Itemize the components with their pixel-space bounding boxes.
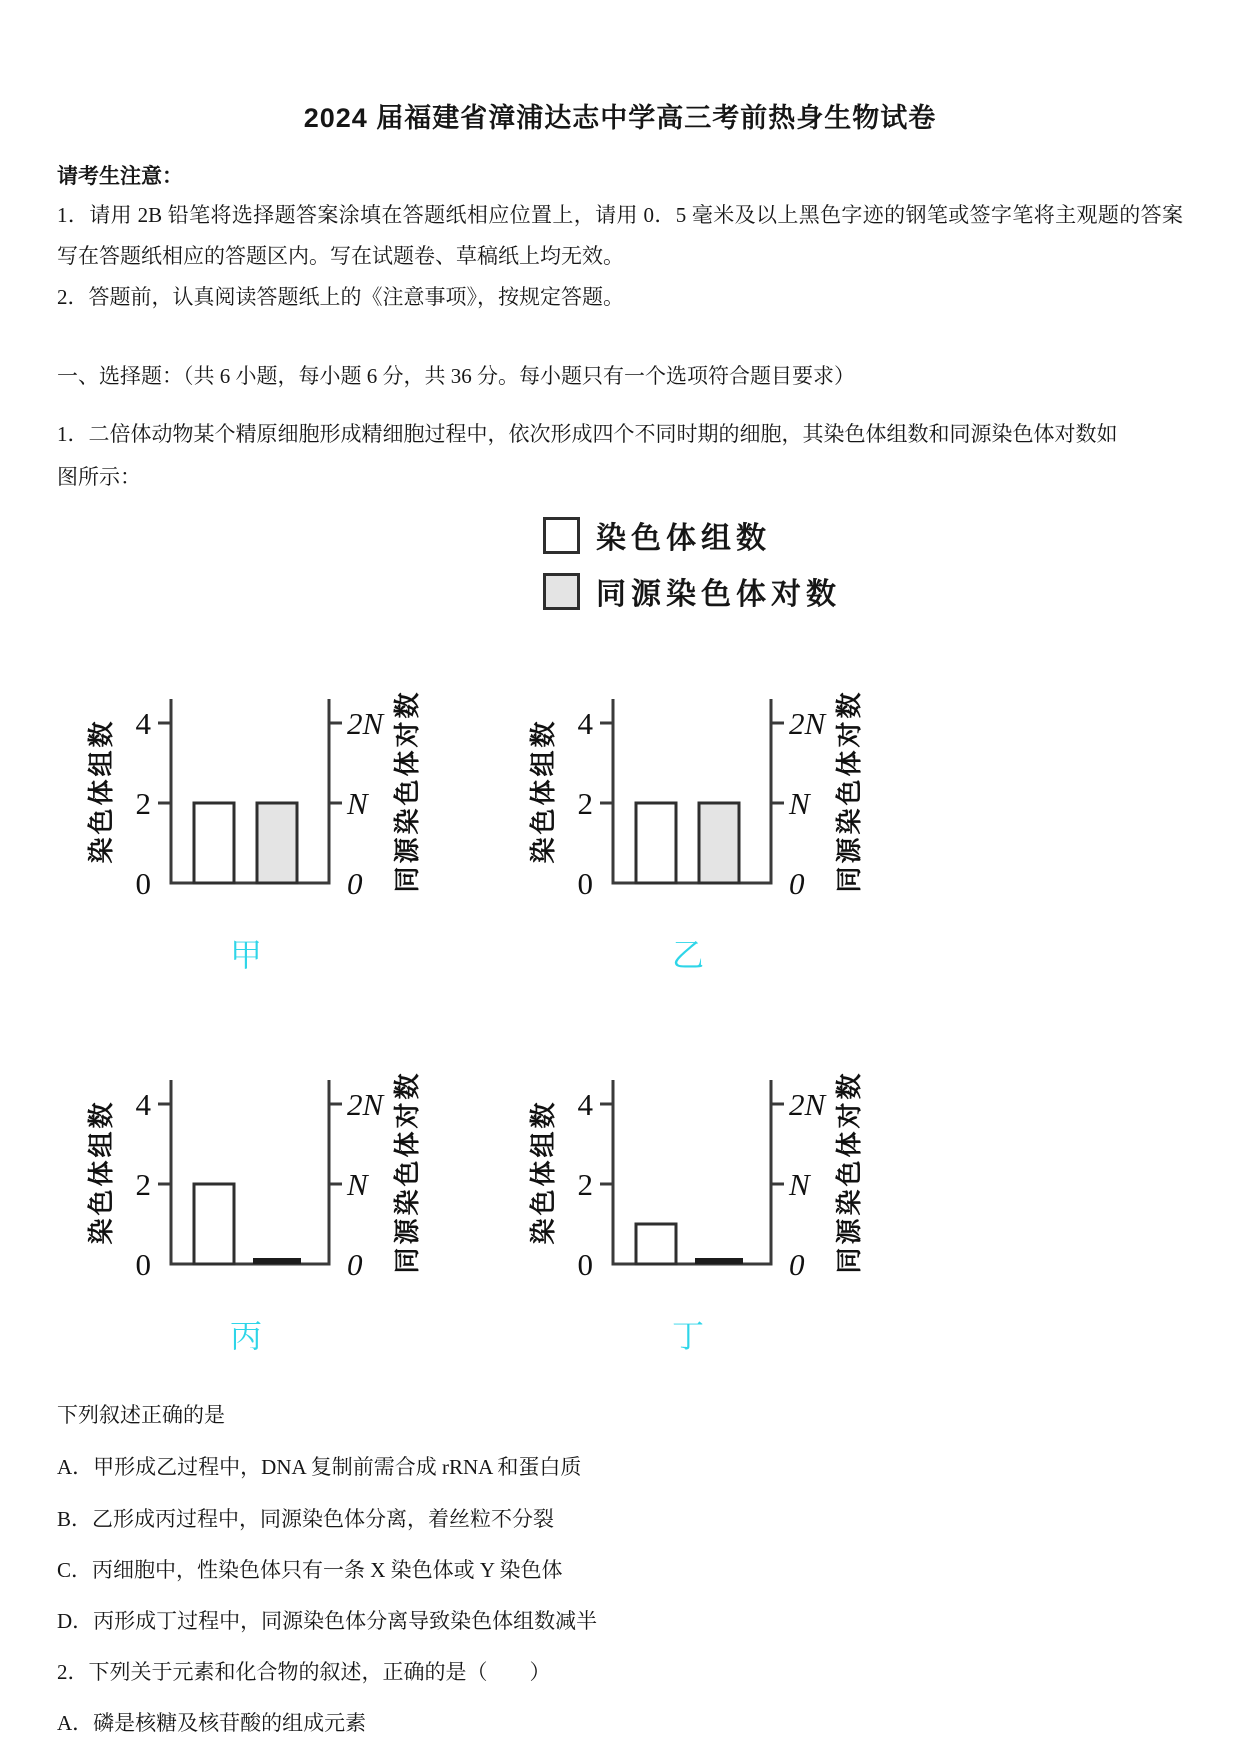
question-1-line-1: 1．二倍体动物某个精原细胞形成精细胞过程中，依次形成四个不同时期的细胞，其染色体组数和同源染色体对数如 bbox=[57, 422, 1118, 447]
svg-text:0: 0 bbox=[577, 866, 593, 902]
svg-text:N: N bbox=[347, 1167, 368, 1203]
svg-text:0: 0 bbox=[789, 1247, 805, 1283]
notice-heading: 请考生注意： bbox=[57, 164, 183, 188]
question-1-option-c: C．丙细胞中，性染色体只有一条 X 染色体或 Y 染色体 bbox=[57, 1557, 563, 1582]
svg-text:N: N bbox=[789, 1167, 810, 1203]
chart-cell-bing bbox=[71, 1024, 421, 1357]
svg-text:2N: 2N bbox=[789, 706, 826, 742]
svg-text:同源染色体对数: 同源染色体对数 bbox=[834, 1070, 863, 1274]
chart-label-jia: 甲 bbox=[229, 937, 262, 974]
bar-chart-yi bbox=[513, 643, 863, 918]
svg-text:同源染色体对数: 同源染色体对数 bbox=[392, 689, 421, 893]
bar-chart-ding bbox=[513, 1024, 863, 1299]
chart-cell-ding bbox=[513, 1024, 863, 1357]
legend-item-chromosome-sets bbox=[543, 513, 1183, 557]
question-1-line-2: 图所示： bbox=[57, 465, 141, 490]
svg-text:染色体组数: 染色体组数 bbox=[528, 718, 558, 864]
svg-text:染色体组数: 染色体组数 bbox=[86, 1099, 116, 1245]
legend-label: 同源染色体对数 bbox=[596, 578, 841, 612]
notice-item-2: 2．答题前，认真阅读答题纸上的《注意事项》，按规定答题。 bbox=[57, 284, 624, 309]
svg-text:N: N bbox=[789, 786, 810, 822]
chart-cell-jia bbox=[71, 643, 421, 976]
svg-text:2N: 2N bbox=[347, 706, 384, 742]
svg-text:染色体组数: 染色体组数 bbox=[528, 1099, 558, 1245]
bar-chart-jia bbox=[71, 643, 421, 918]
svg-text:染色体组数: 染色体组数 bbox=[86, 718, 116, 864]
bar-chart-bing bbox=[71, 1024, 421, 1299]
svg-text:2: 2 bbox=[135, 786, 151, 822]
svg-text:同源染色体对数: 同源染色体对数 bbox=[392, 1070, 421, 1274]
svg-text:0: 0 bbox=[347, 866, 363, 902]
svg-text:4: 4 bbox=[577, 706, 593, 742]
svg-text:4: 4 bbox=[135, 706, 151, 742]
notice-item-1: 1．请用 2B 铅笔将选择题答案涂填在答题纸相应位置上，请用 0．5 毫米及以上黑色字迹的钢笔或签字笔将主观题的答案写在答题纸相应的答题区内。写在试题卷、草稿纸上均无效。 bbox=[57, 202, 1183, 268]
svg-text:0: 0 bbox=[789, 866, 805, 902]
legend-item-homologous-pairs bbox=[543, 569, 1183, 613]
svg-text:4: 4 bbox=[135, 1087, 151, 1123]
svg-text:4: 4 bbox=[577, 1087, 593, 1123]
question-2-text: 2．下列关于元素和化合物的叙述，正确的是（ ） bbox=[57, 1659, 551, 1684]
question-1-option-a: A．甲形成乙过程中，DNA 复制前需合成 rRNA 和蛋白质 bbox=[57, 1455, 582, 1480]
svg-text:0: 0 bbox=[135, 1247, 151, 1283]
svg-text:2: 2 bbox=[577, 786, 593, 822]
section-heading: 一、选择题：（共 6 小题，每小题 6 分，共 36 分。每小题只有一个选项符合题目要求） bbox=[57, 363, 855, 388]
chart-label-yi: 乙 bbox=[671, 937, 704, 974]
question-1-option-b: B．乙形成丙过程中，同源染色体分离，着丝粒不分裂 bbox=[57, 1506, 555, 1531]
legend-label: 染色体组数 bbox=[596, 522, 771, 556]
svg-text:0: 0 bbox=[577, 1247, 593, 1283]
charts-grid bbox=[71, 643, 1183, 1357]
chart-legend bbox=[543, 513, 1183, 613]
svg-text:0: 0 bbox=[135, 866, 151, 902]
chart-label-ding: 丁 bbox=[671, 1318, 704, 1355]
svg-text:2N: 2N bbox=[789, 1087, 826, 1123]
question1-figure bbox=[57, 513, 1183, 1357]
svg-text:0: 0 bbox=[347, 1247, 363, 1283]
page-title: 2024 届福建省漳浦达志中学高三考前热身生物试卷 bbox=[303, 103, 937, 133]
svg-text:同源染色体对数: 同源染色体对数 bbox=[834, 689, 863, 893]
chart-cell-yi bbox=[513, 643, 863, 976]
legend-swatch-white bbox=[543, 517, 580, 554]
svg-text:2: 2 bbox=[577, 1167, 593, 1203]
question-2-option-a: A．磷是核糖及核苷酸的组成元素 bbox=[57, 1711, 367, 1736]
question-1-option-d: D．丙形成丁过程中，同源染色体分离导致染色体组数减半 bbox=[57, 1608, 598, 1633]
legend-swatch-gray bbox=[543, 573, 580, 610]
svg-text:2: 2 bbox=[135, 1167, 151, 1203]
svg-text:2N: 2N bbox=[347, 1087, 384, 1123]
question-1-text bbox=[57, 413, 1183, 499]
svg-text:N: N bbox=[347, 786, 368, 822]
chart-label-bing: 丙 bbox=[229, 1318, 262, 1355]
question-1-stem: 下列叙述正确的是 bbox=[57, 1403, 225, 1428]
